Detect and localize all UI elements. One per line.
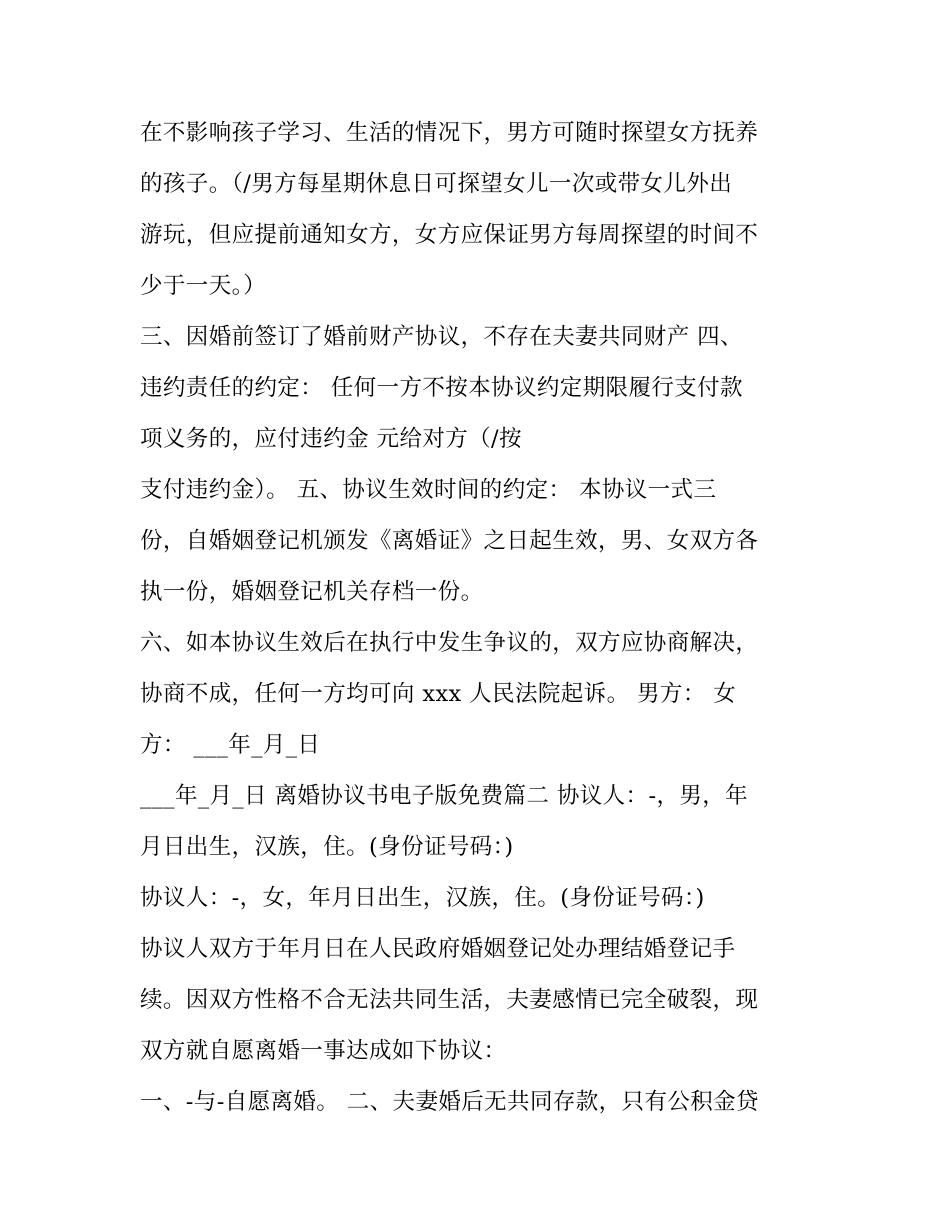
text-line: 的孩子。（/男方每星期休息日可探望女儿一次或带女儿外出 xyxy=(140,171,733,197)
text-line: 一、-与-自愿离婚。 二、夫妻婚后无共同存款，只有公积金贷 xyxy=(140,1089,759,1115)
text-line: 续。因双方性格不合无法共同生活，夫妻感情已完全破裂，现 xyxy=(140,987,759,1013)
text-line: ___年_月_日 离婚协议书电子版免费篇二 协议人：-，男，年 xyxy=(140,783,749,809)
text-line: 少于一天。） xyxy=(140,273,267,299)
text-line: 协议人：-，女，年月日出生，汉族，住。(身份证号码：) xyxy=(140,885,705,911)
text-line: 双方就自愿离婚一事达成如下协议： xyxy=(140,1038,507,1064)
text-line: 违约责任的约定： 任何一方不按本协议约定期限履行支付款 xyxy=(140,375,743,401)
text-line: 项义务的，应付违约金 元给对方（/按 xyxy=(140,426,522,452)
text-line: 方： ___年_月_日 xyxy=(140,732,321,758)
text-line: 在不影响孩子学习、生活的情况下，男方可随时探望女方抚养 xyxy=(140,120,759,146)
text-line: 支付违约金）。 五、协议生效时间的约定： 本协议一式三 xyxy=(140,477,717,503)
text-line: 月日出生，汉族，住。(身份证号码：) xyxy=(140,834,514,860)
text-line: 游玩，但应提前通知女方，女方应保证男方每周探望的时间不 xyxy=(140,222,759,248)
text-line: 六、如本协议生效后在执行中发生争议的，双方应协商解决， xyxy=(140,630,759,656)
text-line: 协议人双方于年月日在人民政府婚姻登记处办理结婚登记手 xyxy=(140,936,736,962)
text-line: 三、因婚前签订了婚前财产协议，不存在夫妻共同财产 四、 xyxy=(140,324,743,350)
text-line: 协商不成，任何一方均可向 xxx 人民法院起诉。 男方： 女 xyxy=(140,681,737,707)
document-body xyxy=(140,108,820,1128)
text-line: 执一份，婚姻登记机关存档一份。 xyxy=(140,579,484,605)
text-line: 份，自婚姻登记机颁发《离婚证》之日起生效，男、女双方各 xyxy=(140,528,759,554)
